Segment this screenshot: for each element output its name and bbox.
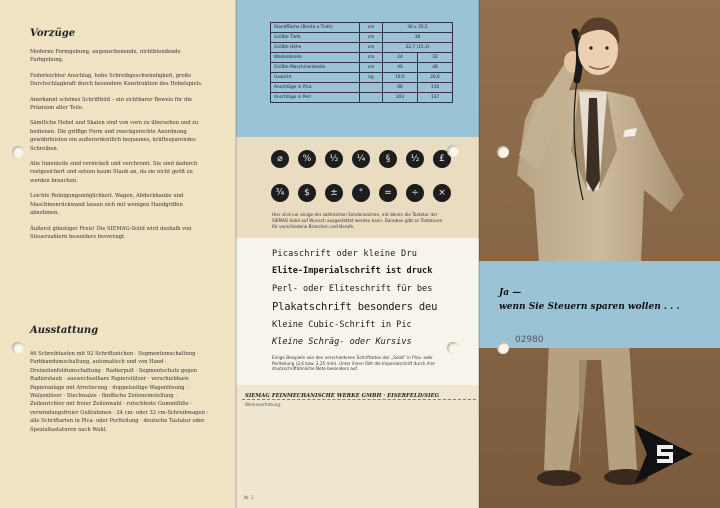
spec-row <box>271 43 453 53</box>
heading-vorzuege: Vorzüge <box>30 28 76 39</box>
spec-unit: cm <box>360 43 383 53</box>
dealer-stamp-area <box>236 385 479 508</box>
special-key: ¾ <box>271 184 289 202</box>
spec-section <box>236 0 479 137</box>
spec-label: Standfläche (Breite x Tiefe) <box>271 23 360 33</box>
spec-value: 103 <box>383 93 418 103</box>
spec-row <box>271 83 453 93</box>
fold-line <box>235 0 237 508</box>
spec-unit: cm <box>360 23 383 33</box>
type-sample-elite: Elite-Imperialschrift ist druck <box>272 266 433 276</box>
punch-hole <box>12 146 24 158</box>
spec-unit: cm <box>360 33 383 43</box>
paragraph: Federleichter Anschlag, hohe Schreibgeschwindigkeit, große Durchschlagkraft durch besondere Konstruktion des Hebelspiels. <box>30 72 203 88</box>
spec-label: Größte Höhe <box>271 43 360 53</box>
paragraph: Äußerst günstiger Preis! Die SIEMAG-Solid wird deshalb von Steuerzahlern besonders bevorzugt. <box>30 225 192 240</box>
spec-label: Anschläge in Perl <box>271 93 360 103</box>
spec-value: 116 <box>418 83 453 93</box>
type-sample-pica: Picaschrift oder kleine Dru <box>272 249 418 259</box>
paragraph: Alle Innenteile sind vernickelt und verchromt. Sie sind dadurch rostgesichert und setzen kaum Staub an, da sie nicht geölt zu werden brauchen. <box>30 161 198 184</box>
spec-table <box>270 22 453 103</box>
punch-hole <box>497 146 509 158</box>
spec-unit: cm <box>360 63 383 73</box>
spec-unit <box>360 93 383 103</box>
left-panel <box>0 0 236 508</box>
spec-label: Größte Maschinenbreite <box>271 63 360 73</box>
special-key: ÷ <box>406 184 424 202</box>
slogan-line-2: wenn Sie Steuern sparen wollen . . . <box>499 302 680 312</box>
spec-value: 32 <box>418 53 453 63</box>
special-key: ½ <box>406 150 424 168</box>
spec-row <box>271 23 453 33</box>
spec-value: 137 <box>418 93 453 103</box>
spec-row <box>271 53 453 63</box>
dealer-label: Werksvertretung: <box>245 402 282 407</box>
keys-caption: Hier sind nur einige der zahlreichen Sonderzeichen, mit denen die Tastatur der SIEMAG-Solid auf Wunsch ausgestattet werden kann. Daneben gibt es Tastaturen für verschiedene Branchen und Berufe. <box>272 212 443 229</box>
divider <box>242 399 476 400</box>
right-panel <box>479 0 720 508</box>
print-code: Nr. 1 <box>244 495 254 500</box>
catalog-number: 02980 <box>515 335 544 345</box>
slogan-line-1: Ja — <box>499 288 522 298</box>
heading-ausstattung: Ausstattung <box>30 325 99 336</box>
special-key: ± <box>325 184 343 202</box>
spec-row <box>271 93 453 103</box>
special-key: × <box>433 184 451 202</box>
spec-unit: kg <box>360 73 383 83</box>
special-key: ½ <box>325 150 343 168</box>
spec-row <box>271 33 453 43</box>
special-key: % <box>298 150 316 168</box>
special-keys-row-1 <box>271 150 451 168</box>
fold-line <box>478 0 480 508</box>
punch-hole <box>12 342 24 354</box>
special-key: $ <box>298 184 316 202</box>
typeface-samples <box>236 238 479 385</box>
slogan-band <box>479 261 720 348</box>
spec-row <box>271 63 453 73</box>
spec-value: 22,7 (15,3) <box>383 43 453 53</box>
spec-unit <box>360 83 383 93</box>
type-sample-kursiv: Kleine Schräg- oder Kursivs <box>272 337 412 347</box>
equipment-text: 46 Schreibtasten mit 92 Schriftzeichen · Segmentumschaltung · Farbbandumschaltung, automatisch und von Hand · Dreizeilenfeldumschaltung · Radierpult · Segmentschutz gegen Radierstaub · auswechselbare Papierstützer · verschiebbare Papieranlage mit Arretierung · doppelseitige Wagenlösung · Walzenlöser · Stechwalze · fünffache Zeileneinstellung · Zeilenrichter mit freier Zeilenwahl · rutschfeste Gummifüße · verwindungsfreier Gußrahmen · 24 cm- oder 32 cm-Schreibwagen · alle Schriftarten in Pica- oder Perlteilung · deutsche Tastatur oder Spezialtastaturen nach Wahl. <box>30 351 209 433</box>
spec-label: Gewicht <box>271 73 360 83</box>
spec-label: Anschläge in Pica <box>271 83 360 93</box>
company-name: SIEMAG FEINMECHANISCHE WERKE GMBH · EISERFELD/SIEG <box>245 393 440 399</box>
punch-hole <box>447 145 459 157</box>
paragraph: Leichte Reinigungsmöglichkeit. Wagen, Abdeckhaube und Maschinenrückwand lassen sich mit wenigen Handgriffen abnehmen. <box>30 193 184 217</box>
special-key: ° <box>352 184 370 202</box>
paragraph: Anerkannt schönes Schriftbild – ein sichtbarer Beweis für die Präzision aller Teile. <box>30 96 193 112</box>
type-sample-perl: Perl- oder Eliteschrift für bes <box>272 284 433 294</box>
spec-value: 88 <box>383 83 418 93</box>
spec-value: 48 <box>418 63 453 73</box>
type-caption: Einige Beispiele von den verschiedenen Schriftarten der „Solid“ in Pica- oder Perlteilung (2,6 bzw. 2,25 mm). Unter ihnen fällt die Imperialschrift durch ihre druckschriftähnliche Note besonders auf. <box>272 355 435 372</box>
punch-hole <box>497 342 509 354</box>
special-key: ⌀ <box>271 150 289 168</box>
special-key: § <box>379 150 397 168</box>
advantages-text <box>30 48 212 248</box>
special-key: ¼ <box>352 150 370 168</box>
type-sample-plakat: Plakatschrift besonders deu <box>272 301 438 313</box>
spec-label: Größte Tiefe <box>271 33 360 43</box>
spec-value: 20,6 <box>418 73 453 83</box>
spec-label: Walzenbreite <box>271 53 360 63</box>
spec-row <box>271 73 453 83</box>
spec-value: 40 <box>383 63 418 73</box>
spec-value: 24 <box>383 53 418 63</box>
type-sample-cubic: Kleine Cubic-Schrift in Pic <box>272 320 412 330</box>
spec-value: 30 x 35,5 <box>383 23 453 33</box>
siemag-logo-icon <box>631 423 693 485</box>
spec-value: 38 <box>383 33 453 43</box>
paragraph: Sämtliche Hebel und Skalen sind von vorn zu übersehen und zu bedienen. Die griffige Form und zweckgerechte Anordnung gewährleisten ein außerordentlich bequemes, kräftesparendes Schreiben. <box>30 120 199 152</box>
spec-unit: cm <box>360 53 383 63</box>
punch-hole <box>447 342 459 354</box>
special-keys-row-2 <box>271 184 451 202</box>
special-key: = <box>379 184 397 202</box>
spec-value: 19,5 <box>383 73 418 83</box>
paragraph: Moderne Formgebung, augenschonende, nichtblendende Farbgebung. <box>30 49 181 64</box>
middle-panel <box>236 0 479 508</box>
special-key: £ <box>433 150 451 168</box>
